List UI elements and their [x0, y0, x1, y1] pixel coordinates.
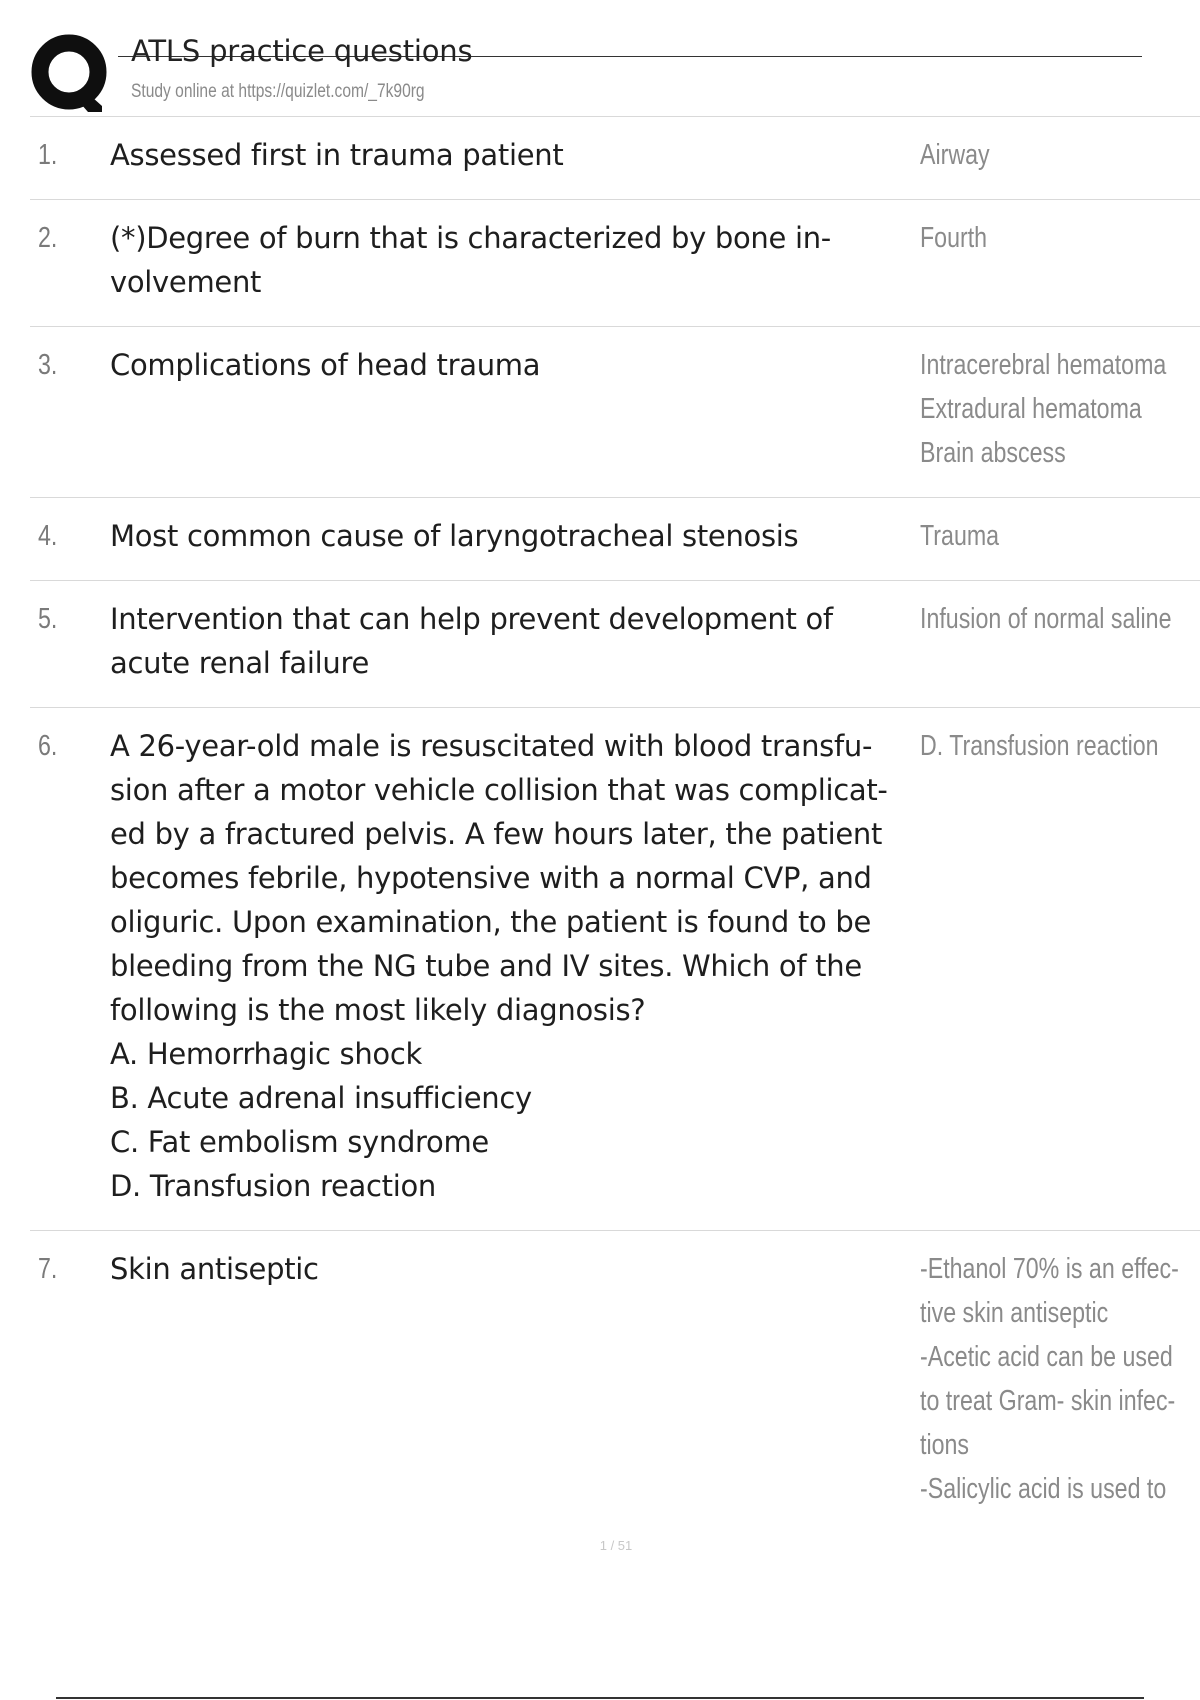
definition-line: Intracerebral hematoma	[920, 349, 1167, 381]
card-definition	[920, 133, 1144, 177]
flashcard-row	[30, 497, 1200, 580]
definition-line: to treat Gram- skin infec-	[920, 1385, 1176, 1417]
flashcard-row	[30, 707, 1200, 1230]
term-line: following is the most likely diagnosis?	[110, 993, 646, 1027]
term-line: A 26-year-old male is resuscitated with blood transfu-	[110, 729, 873, 763]
card-definition	[920, 216, 1144, 260]
card-term	[110, 514, 920, 558]
card-definition	[920, 597, 1171, 641]
card-definition	[920, 514, 1144, 558]
definition-line: Fourth	[920, 222, 988, 254]
card-number: 2.	[38, 222, 58, 254]
definition-line: -Salicylic acid is used to	[920, 1473, 1167, 1505]
term-line: (*)Degree of burn that is characterized by bone in-	[110, 221, 831, 255]
term-line: C. Fat embolism syndrome	[110, 1125, 489, 1159]
card-definition	[920, 1247, 1179, 1511]
definition-line: -Acetic acid can be used	[920, 1341, 1173, 1373]
term-line: B. Acute adrenal insufficiency	[110, 1081, 532, 1115]
card-number: 4.	[38, 520, 58, 552]
term-line: sion after a motor vehicle collision that was complicat-	[110, 773, 888, 807]
term-line: Intervention that can help prevent development of	[110, 602, 833, 636]
card-term	[110, 597, 920, 685]
definition-line: Infusion of normal saline	[920, 603, 1172, 635]
card-number: 7.	[38, 1253, 58, 1285]
term-line: Assessed first in trauma patient	[110, 138, 564, 172]
term-line: Skin antiseptic	[110, 1252, 319, 1286]
definition-line: Extradural hematoma	[920, 393, 1142, 425]
term-line: A. Hemorrhagic shock	[110, 1037, 422, 1071]
bottom-rule	[56, 1697, 1144, 1699]
definition-line: tive skin antiseptic	[920, 1297, 1109, 1329]
definition-line: tions	[920, 1429, 970, 1461]
term-line: ed by a fractured pelvis. A few hours later, the patient	[110, 817, 883, 851]
flashcard-row	[30, 116, 1200, 199]
card-definition	[920, 343, 1166, 475]
quizlet-logo-icon	[30, 32, 112, 114]
card-term	[110, 133, 920, 177]
term-line: volvement	[110, 265, 262, 299]
term-line: bleeding from the NG tube and IV sites. Which of the	[110, 949, 862, 983]
term-line: Complications of head trauma	[110, 348, 541, 382]
card-number: 3.	[38, 349, 58, 381]
term-line: acute renal failure	[110, 646, 369, 680]
definition-line: Brain abscess	[920, 437, 1066, 469]
card-term	[110, 724, 920, 1208]
card-definition	[920, 724, 1159, 768]
card-term	[110, 216, 920, 304]
card-number: 6.	[38, 730, 58, 762]
definition-line: Trauma	[920, 520, 1000, 552]
card-term	[110, 1247, 920, 1291]
flashcard-list	[30, 116, 1200, 1533]
definition-line: Airway	[920, 139, 990, 171]
definition-line: D. Transfusion reaction	[920, 730, 1159, 762]
card-term	[110, 343, 920, 387]
definition-line: -Ethanol 70% is an effec-	[920, 1253, 1179, 1285]
flashcard-row	[30, 199, 1200, 326]
page-title: ATLS practice questions	[131, 34, 473, 68]
flashcard-row	[30, 326, 1200, 497]
term-line: becomes febrile, hypotensive with a normal CVP, and	[110, 861, 872, 895]
flashcard-row	[30, 580, 1200, 707]
flashcard-row	[30, 1230, 1200, 1533]
card-number: 1.	[38, 139, 58, 171]
study-link-text: Study online at https://quizlet.com/_7k90rg	[131, 81, 425, 102]
term-line: oliguric. Upon examination, the patient is found to be	[110, 905, 872, 939]
term-line: D. Transfusion reaction	[110, 1169, 436, 1203]
card-number: 5.	[38, 603, 58, 635]
page-number: 1 / 51	[599, 1538, 633, 1553]
term-line: Most common cause of laryngotracheal stenosis	[110, 519, 799, 553]
